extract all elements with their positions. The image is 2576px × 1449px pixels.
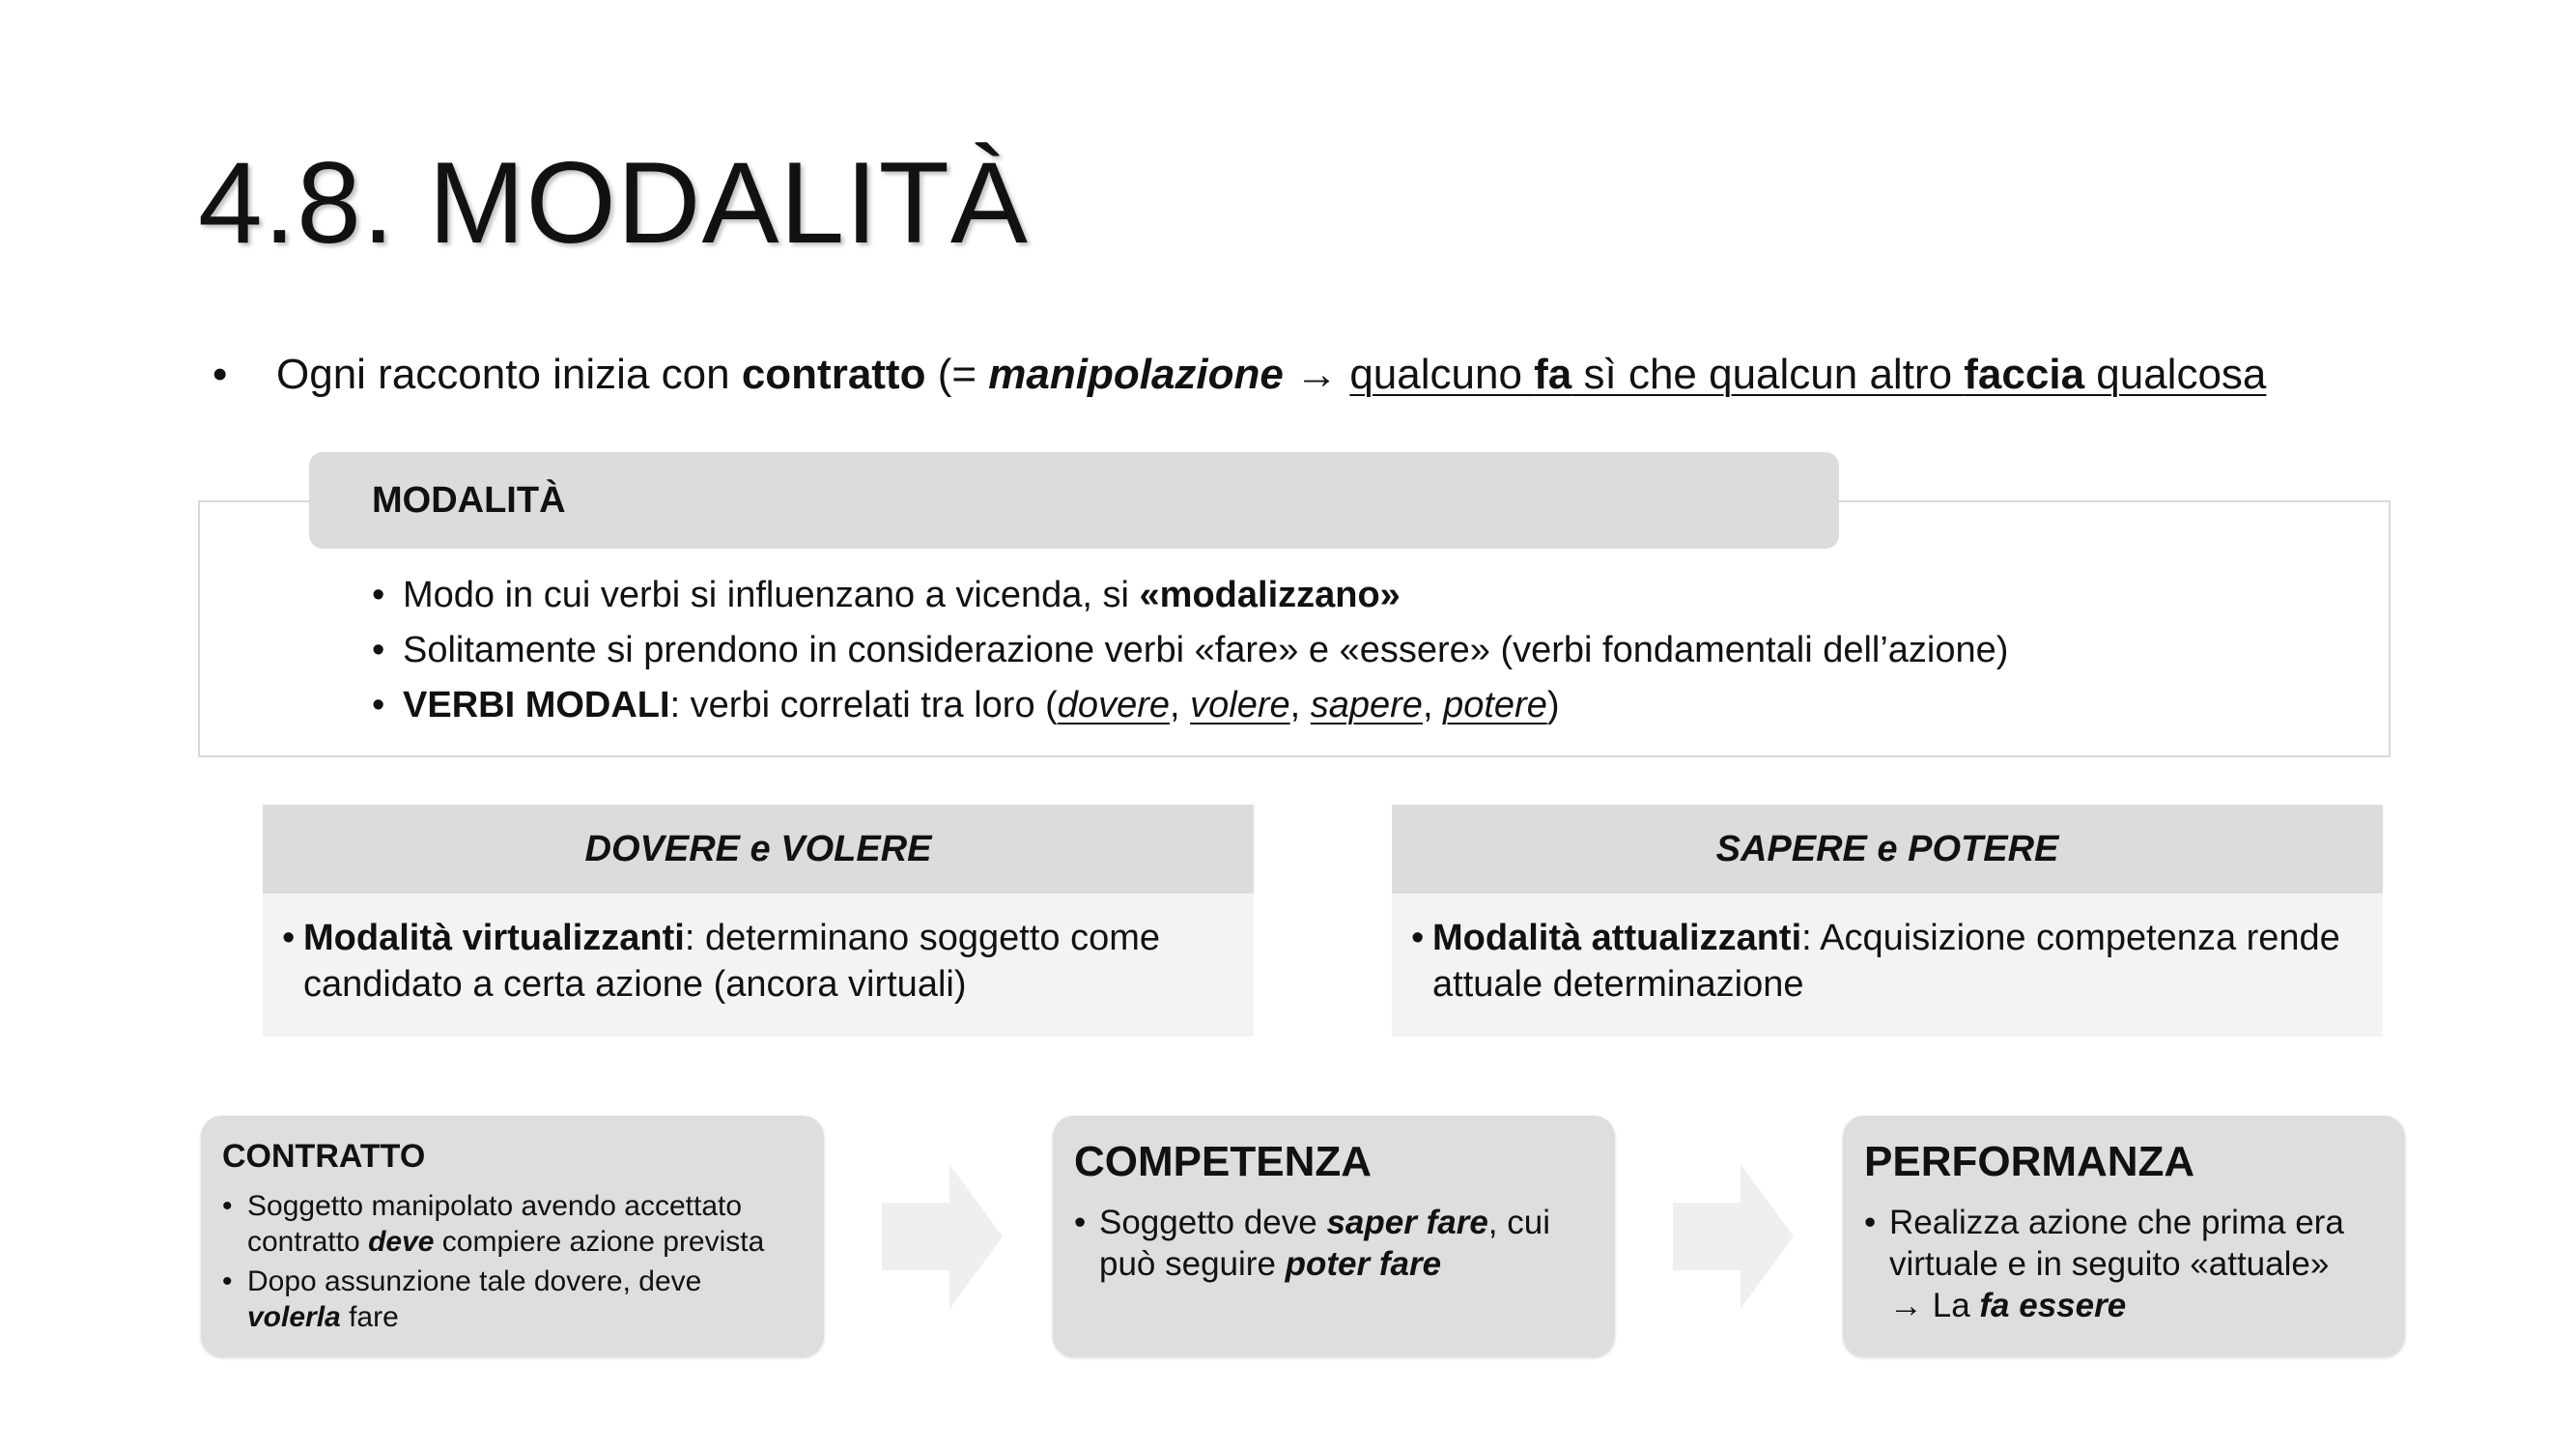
modalita-list — [372, 568, 2008, 733]
intro-contratto: contratto — [741, 351, 926, 398]
right-arrow-icon — [882, 1164, 1003, 1309]
separator: , — [1422, 685, 1444, 725]
modalita-item — [372, 623, 2008, 678]
process-text: Dopo assunzione tale dovere, deve — [247, 1264, 702, 1297]
process-title: CONTRATTO — [222, 1138, 426, 1175]
process-item — [1864, 1202, 2384, 1326]
intro-def-fa: fa — [1534, 351, 1572, 398]
modalita-item — [372, 678, 2008, 733]
process-box-performanza — [1843, 1116, 2405, 1357]
panel-bold: Modalità attualizzanti — [1432, 918, 1802, 958]
process-title: PERFORMANZA — [1864, 1138, 2195, 1185]
process-text: → La — [1889, 1286, 1980, 1324]
verb-potere: potere — [1443, 685, 1547, 725]
process-box-contratto — [201, 1116, 824, 1357]
intro-bullet — [212, 350, 2266, 401]
panel-head: SAPERE e POTERE — [1392, 805, 2383, 894]
process-emph: saper fare — [1326, 1203, 1488, 1241]
process-list — [1864, 1202, 2384, 1326]
intro-manipolazione: manipolazione — [988, 351, 1284, 398]
process-item — [222, 1264, 803, 1335]
process-list — [1074, 1202, 1594, 1285]
process-title: COMPETENZA — [1074, 1138, 1372, 1185]
modalita-item-bold: «modalizzano» — [1139, 575, 1401, 615]
right-arrow-icon — [1673, 1164, 1794, 1309]
intro-definition — [1349, 351, 2266, 398]
process-text: Soggetto deve — [1099, 1203, 1327, 1241]
modalita-item — [372, 568, 2008, 623]
process-text: Realizza azione che prima era virtuale e in seguito «attuale» — [1889, 1203, 2344, 1283]
process-text: fare — [340, 1300, 399, 1333]
process-text: Soggetto manipolato avendo accettato contratto — [247, 1189, 743, 1258]
process-box-competenza — [1053, 1116, 1615, 1357]
panel-text: : determinano soggetto come candidato a certa azione (ancora virtuali) — [303, 918, 1161, 1005]
process-emph: deve — [368, 1225, 435, 1258]
panel-dovere-volere — [263, 805, 1254, 1037]
modalita-item-text: ) — [1546, 685, 1560, 725]
modalita-item-text: Solitamente si prendono in considerazione verbi «fare» e «essere» (verbi fondamentali dell’azione) — [403, 630, 2009, 670]
panel-bold: Modalità virtualizzanti — [303, 918, 685, 958]
verbi-modali-label: VERBI MODALI — [403, 685, 670, 725]
modalita-item-text: : verbi correlati tra loro ( — [669, 685, 1058, 725]
process-emph: fa essere — [1979, 1286, 2127, 1324]
intro-def-part: qualcosa — [2084, 351, 2267, 398]
process-emph: poter fare — [1285, 1244, 1442, 1283]
process-text: compiere azione prevista — [434, 1225, 765, 1258]
verb-volere: volere — [1190, 685, 1290, 725]
intro-text: Ogni racconto inizia con — [276, 351, 742, 398]
process-list — [222, 1188, 803, 1335]
process-item — [222, 1188, 803, 1260]
panel-body — [263, 894, 1254, 1037]
modalita-item-text: Modo in cui verbi si influenzano a vicenda, si — [403, 575, 1140, 615]
intro-def-faccia: faccia — [1964, 351, 2085, 398]
process-text: , cui può seguire — [1099, 1203, 1550, 1283]
bullet-marker: • — [282, 918, 296, 958]
process-emph: volerla — [247, 1300, 341, 1333]
verb-sapere: sapere — [1310, 685, 1423, 725]
intro-arrow: → — [1283, 351, 1350, 398]
separator: , — [1289, 685, 1311, 725]
panel-body — [1392, 894, 2383, 1037]
slide-title: 4.8. MODALITÀ — [198, 138, 1029, 268]
intro-def-part: sì che qualcun altro — [1571, 351, 1965, 398]
panel-sapere-potere — [1392, 805, 2383, 1037]
separator: , — [1170, 685, 1191, 725]
modalita-header-label: MODALITÀ — [372, 480, 566, 521]
intro-def-part: qualcuno — [1349, 351, 1535, 398]
panel-text: : Acquisizione competenza rende attuale determinazione — [1432, 918, 2340, 1005]
panel-head: DOVERE e VOLERE — [263, 805, 1254, 894]
intro-text: (= — [925, 351, 989, 398]
bullet-marker: • — [212, 351, 228, 398]
bullet-marker: • — [1411, 918, 1425, 958]
verb-dovere: dovere — [1057, 685, 1170, 725]
process-item — [1074, 1202, 1594, 1285]
